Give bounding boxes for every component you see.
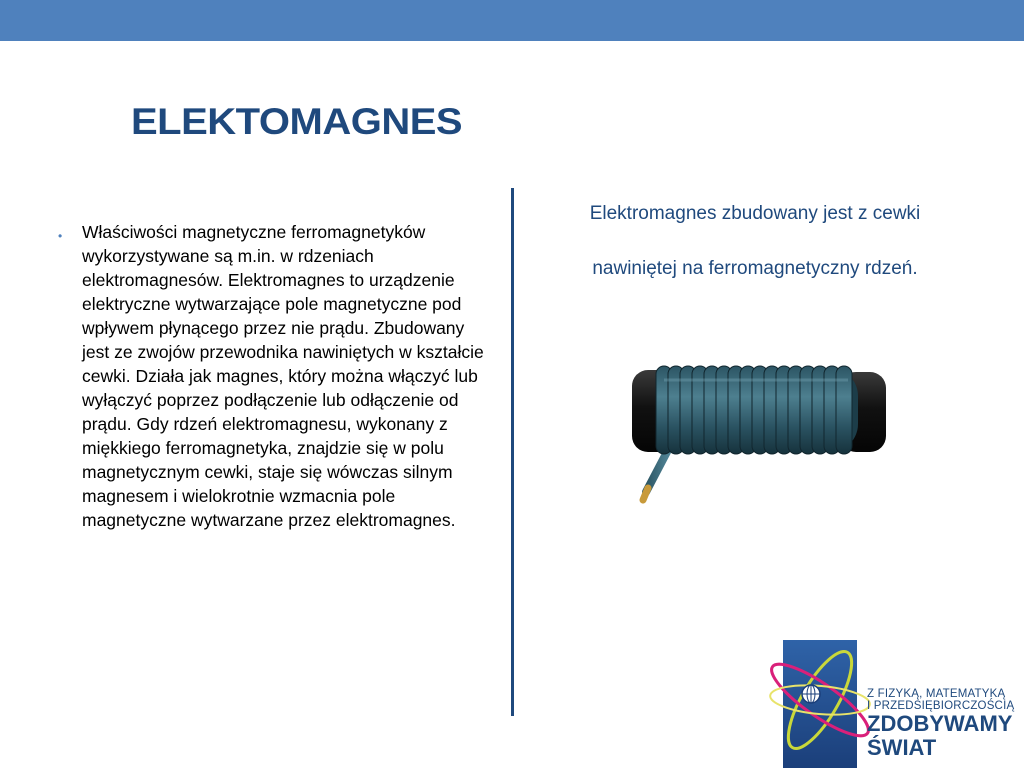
caption-line-1: Elektromagnes zbudowany jest z cewki <box>589 203 921 224</box>
logo-line-1: Z FIZYKĄ, MATEMATYKĄ <box>867 688 1006 700</box>
bullet-text: Właściwości magnetyczne ferromagnetyków wykorzystywane są m.in. w rdzeniach elektromagnesów. Elektromagnes to urządzenie elektryczne wytwarzające pole magnetyczne pod wpływem płynącego przez nie prądu. Zbudowany jest ze zwojów przewodnika nawiniętych w kształcie cewki. Działa jak magnes, który można włączyć lub wyłączyć poprzez podłączenie lub odłączenie od prądu. Gdy rdzeń elektromagnesu, wykonany z miękkiego ferromagnetyka, znajdzie się w polu magnetycznym cewki, staje się wówczas silnym magnesem i wielokrotnie wzmacnia pole magnetyczne wytwarzane przez elektromagnes. <box>82 222 484 530</box>
logo-line-4: ŚWIAT <box>867 735 937 760</box>
column-divider <box>511 188 514 716</box>
caption-line-2: nawiniętej na ferromagnetyczny rdzeń. <box>592 258 918 279</box>
image-caption <box>540 200 970 283</box>
bullet-list <box>58 220 486 532</box>
bullet-dot: • <box>58 229 63 243</box>
top-accent-bar <box>0 0 1024 41</box>
coil-image <box>628 360 890 505</box>
slide-title: ELEKTOMAGNES <box>131 101 463 143</box>
logo-line-2: I PRZEDSIĘBIORCZOŚCIĄ <box>867 700 1015 712</box>
bullet-item <box>58 220 486 532</box>
logo-text <box>867 688 1014 760</box>
logo-line-3: ZDOBYWAMY <box>867 711 1013 736</box>
